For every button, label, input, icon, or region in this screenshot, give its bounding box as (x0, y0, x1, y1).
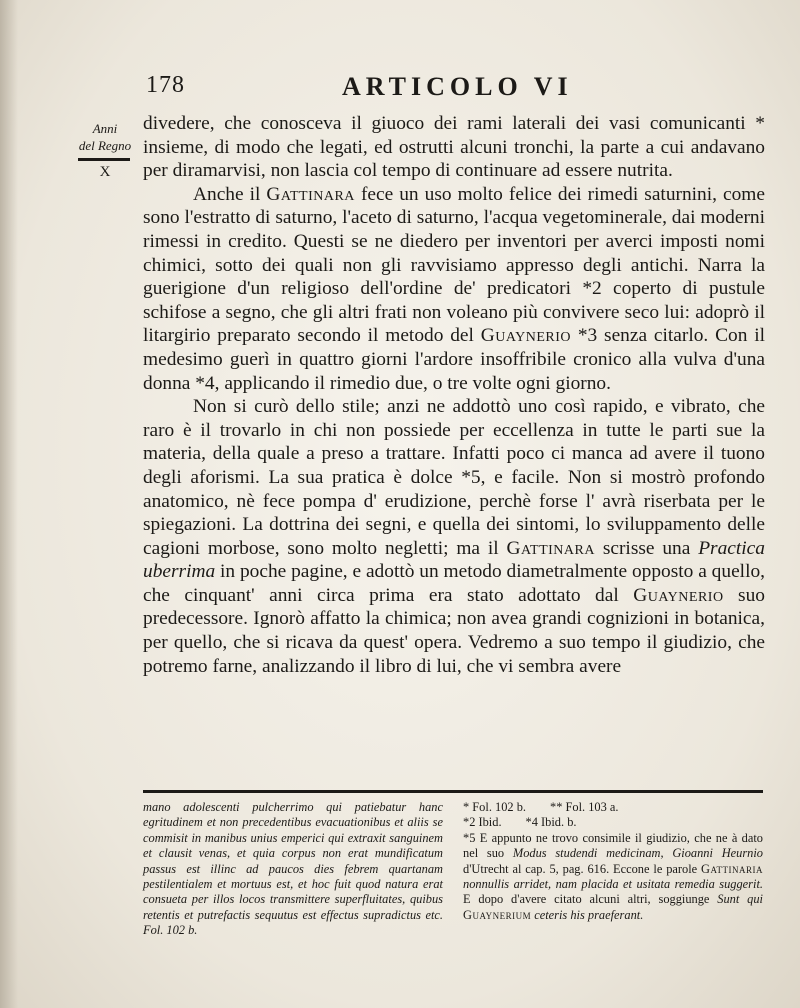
page-header (140, 72, 780, 106)
fn5-italic-2: nonnullis arridet, nam placida et usitata remedia suggerit. (463, 877, 763, 892)
book-title-practica: Practica uberrima (143, 537, 765, 583)
margin-note-line2: del Regno (78, 138, 132, 153)
footnote-ref-2: *2 Ibid. (463, 815, 502, 830)
fn5-name-guaynerium: Guaynerium (463, 907, 532, 922)
fn5-italic-4: ceteris his praeferant. (531, 907, 644, 922)
fn5-text-c: E dopo d'avere citato alcuni altri, soggiunge (463, 892, 718, 907)
p3-text-a: Non si curò dello stile; anzi ne addottò uno così rapido, e vibrato, che raro è il trovarlo in chi non possiede per eccellenza in tutte le parti sue la materia, della quale a preso a trattare. Infatti poco ci manca ad avere il tuono degli aforismi. La sua pratica è dolce *5, e facile. Non si mostrò profondo anatomico, nè fece pompa d' erudizione, perchè forse l' avrà riserbata per le spiegazioni. La dottrina dei segni, e quella dei sintomi, lo sviluppamento delle cagioni morbose, sono molto negletti; ma il (143, 396, 765, 559)
page-gutter-shadow (0, 0, 18, 1008)
running-title: ARTICOLO VI (342, 72, 573, 101)
p3-text-b: scrisse una (594, 537, 699, 559)
fn5-italic-1: Modus studendi medicinam, Gioanni Heurnio (512, 846, 764, 861)
footnote-row-1 (463, 800, 763, 815)
margin-rule (78, 158, 130, 161)
author-name-gattinara: Gattinara (506, 537, 595, 559)
fn5-text-a: *5 E appunto ne trovo consimile il giudizio, che ne à dato nel suo (463, 830, 763, 861)
p2-text-c: *3 senza citarlo. Con il medesimo guerì in quattro giorni l'ardore insoffribile cronico alla vulva d'una donna *4, applicando il rimedio due, o tre volte ogni giorno. (143, 325, 765, 394)
fn5-italic-3: Sunt qui (717, 892, 763, 907)
paragraph-2 (143, 183, 765, 395)
fn5-name-gattinaria: Gattinaria (701, 861, 763, 876)
p2-text-b: fece un uso molto felice dei rimedi saturnini, come sono l'estratto di saturno, l'aceto di saturno, l'acqua vegetominerale, dai moderni rimessi in credito. Questi se ne diedero per inventori per averci imposti nomi chimici, sotto dei quali non gli ravvisiamo appresso degli antichi. Narra la guerigione d'un religioso dell'ordine de' predicatori *2 coperto di pustule schifose a segno, che gli altri frati non voleano più convivere seco lui: adoprò il litargirio preparato secondo il metodo del (143, 183, 765, 347)
margin-note-line1: Anni (92, 121, 118, 136)
margin-note (74, 120, 136, 181)
footnote-left-column: mano adolescenti pulcherrimo qui patiebatur hanc egritudinem et non precedentibus evacuationibus et aliis se commisit in manibus unius emperici qui extraxit sanguinem et clausit venas, et quia corpus non erat mundificatum passus est illinc ad paucos dies febrem quartanam pestilentialem et mortuus est, et hoc fuit quod natura erat consueta per illos locos transmittere superfluitates, quibus retentis et putrefactis sequutus est effectus supradictus etc. Fol. 102 b. (143, 800, 443, 938)
footnote-ref-4: *4 Ibid. b. (525, 815, 577, 830)
body-text (143, 112, 765, 678)
p2-text-a: Anche il (193, 183, 267, 205)
p3-text-d: suo predecessore. Ignorò affatto la chimica; non avea grandi cognizioni in botanica, per quello, che si ricava da quest' opera. Vedremo a suo tempo il giudizio, che potremo farne, analizzando il libro di lui, che vi sembra avere (143, 584, 765, 677)
page-number: 178 (146, 72, 185, 98)
footnote-ref-1b: ** Fol. 103 a. (550, 800, 619, 814)
footnote-right-column (463, 800, 763, 923)
author-name-guaynerio: Guaynerio (480, 325, 572, 347)
paragraph-1: divedere, che conosceva il giuoco dei rami laterali dei vasi comunicanti * insieme, di modo che legati, ed ostrutti alcuni tronchi, la parte a cui andavano per diramarvisi, non lascia col tempo di continuare ad essere nutrita. (143, 113, 765, 182)
footnote-5 (463, 831, 763, 923)
author-name-guaynerio: Guaynerio (633, 584, 724, 606)
footnote-ref-1: * Fol. 102 b. (463, 800, 526, 814)
margin-year-number: X (99, 164, 111, 180)
p3-text-c: in poche pagine, e adottò un metodo diametralmente opposto a quello, che cinquant' anni circa prima era stato adottato dal (143, 561, 765, 606)
fn5-text-b: d'Utrecht al cap. 5, pag. 616. Eccone le parole (463, 861, 702, 876)
footnote-rule (143, 790, 763, 793)
author-name-gattinara: Gattinara (266, 183, 355, 205)
paragraph-3 (143, 395, 765, 678)
footnote-row-2 (463, 815, 763, 830)
